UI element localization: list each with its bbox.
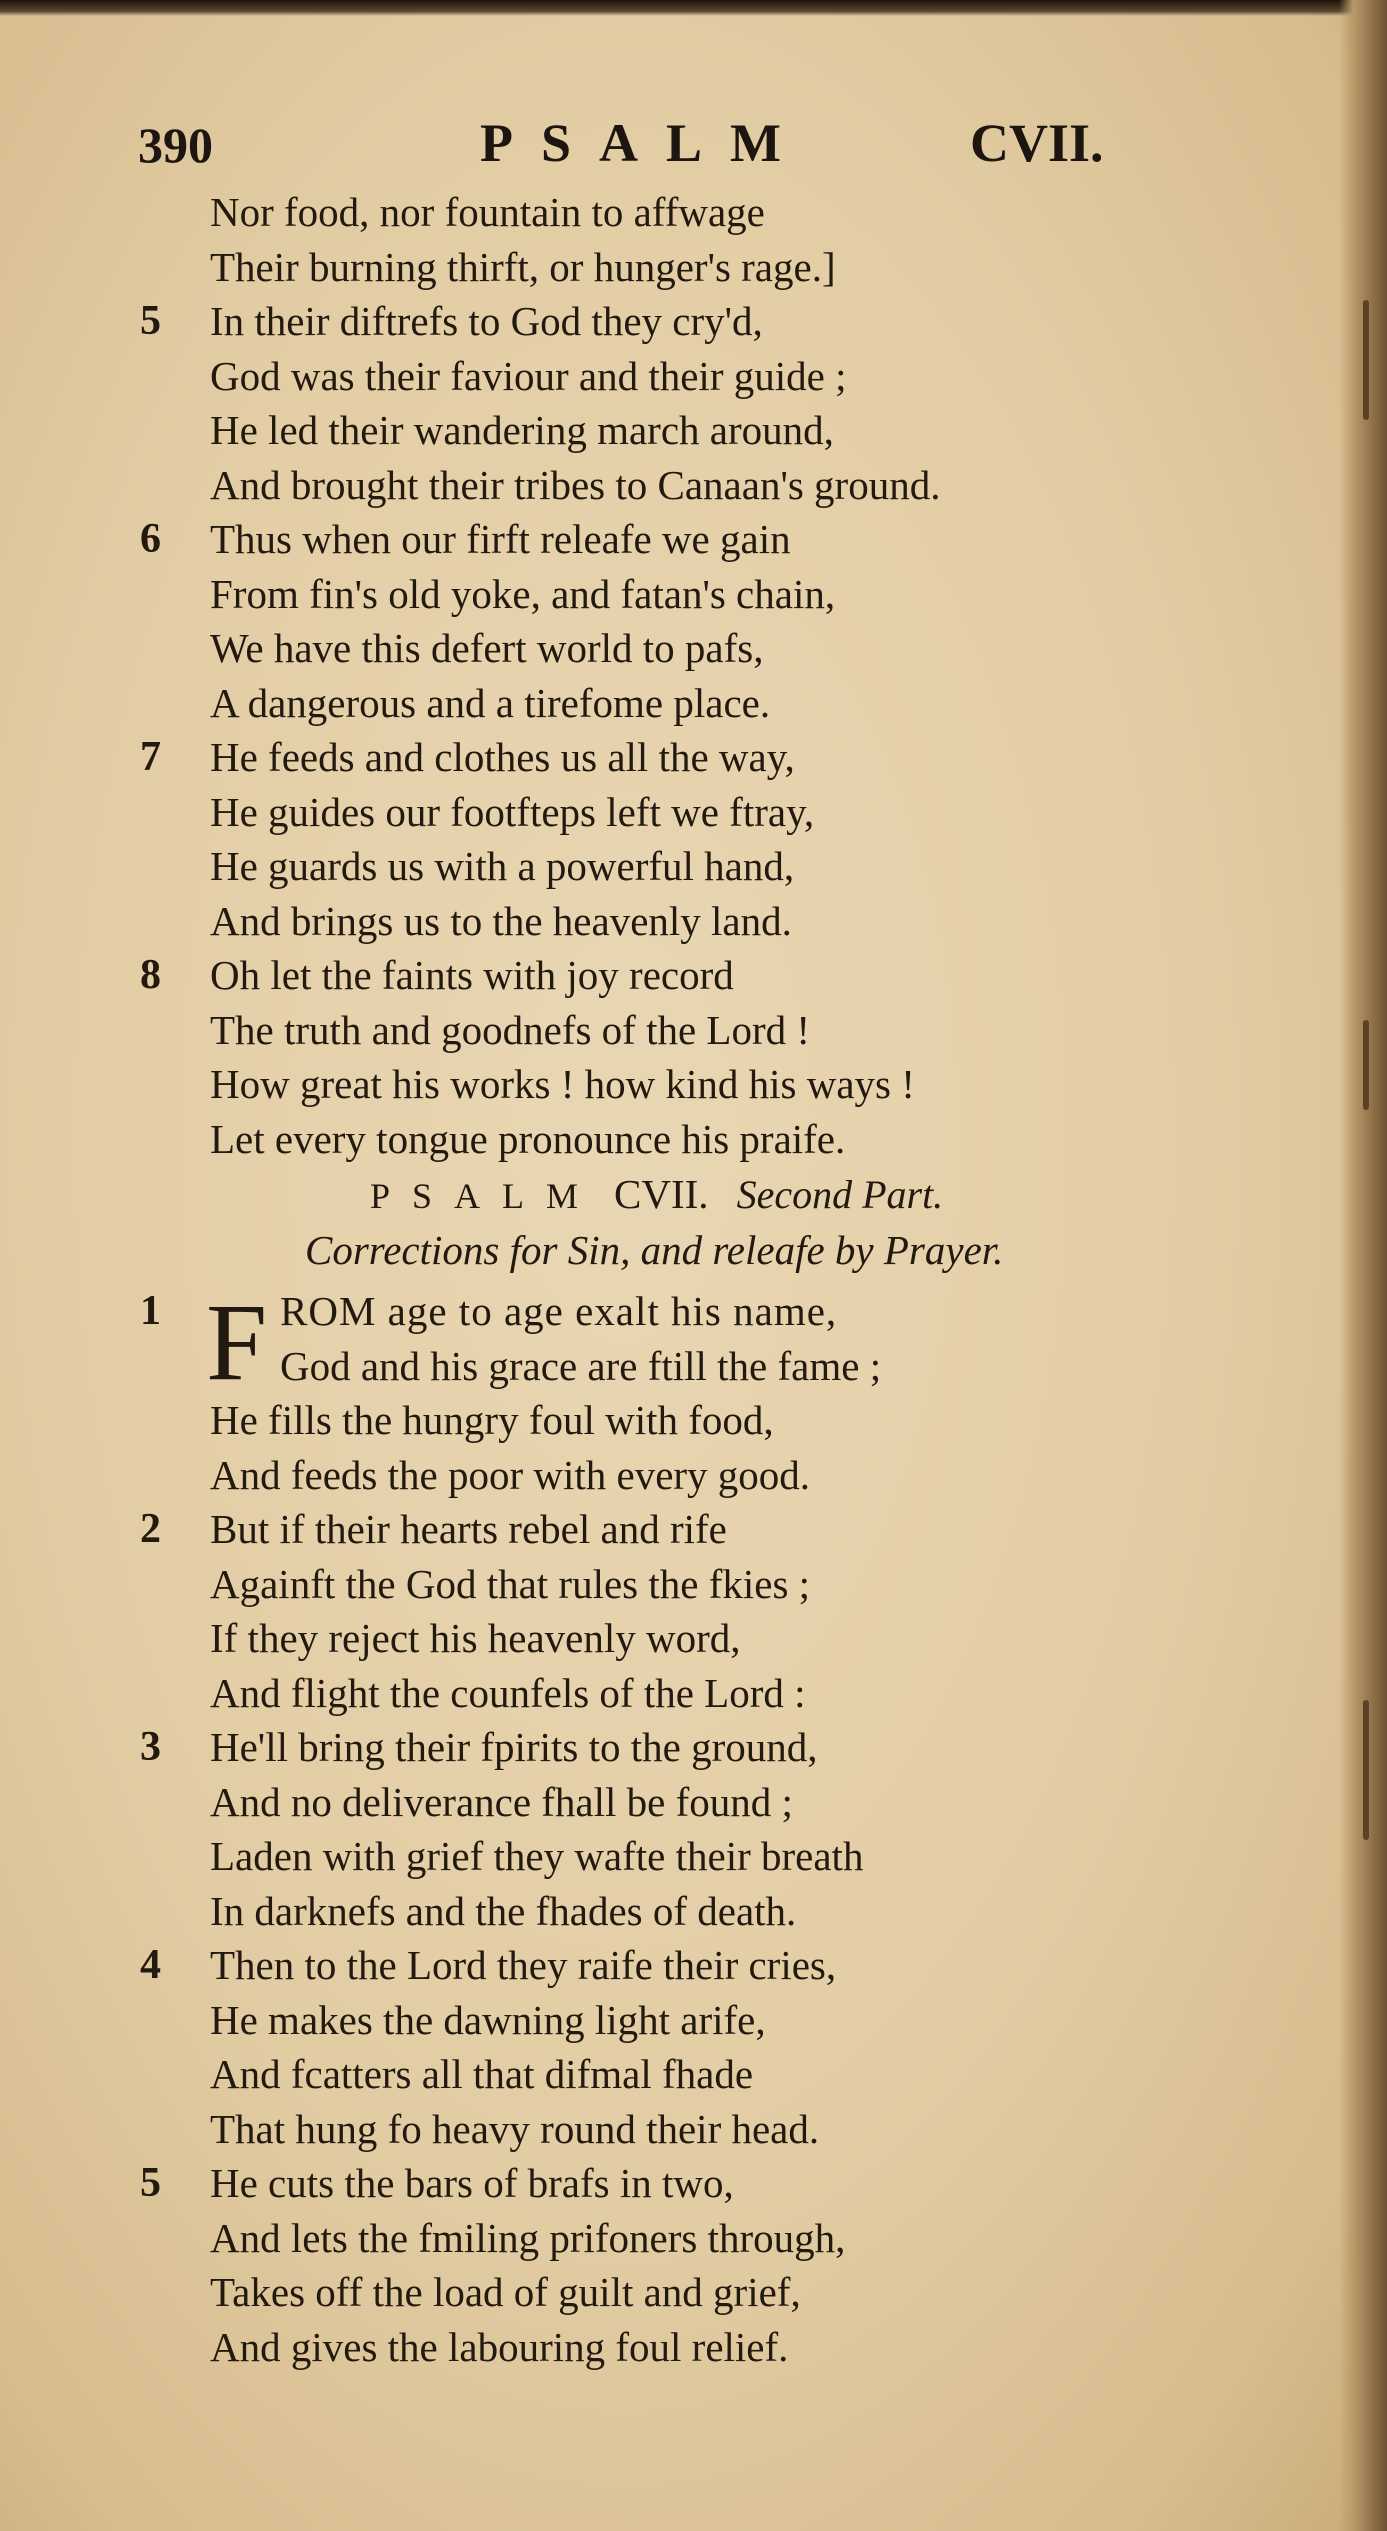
verse-line bbox=[140, 2265, 1260, 2320]
verse-line bbox=[140, 2320, 1260, 2375]
verse-line bbox=[140, 240, 1260, 295]
verse-line bbox=[140, 1775, 1260, 1830]
line-text: He fills the hungry foul with food, bbox=[210, 1397, 774, 1443]
line-text: Thus when our firft releafe we gain bbox=[210, 516, 791, 562]
verse-line bbox=[140, 1393, 1260, 1448]
verse-line bbox=[140, 512, 1260, 567]
verse-line bbox=[140, 567, 1260, 622]
line-text: Nor food, nor fountain to affwage bbox=[210, 189, 765, 235]
verse-line bbox=[140, 1448, 1260, 1503]
line-text: Laden with grief they wafte their breath bbox=[210, 1833, 864, 1879]
verse-number: 8 bbox=[140, 952, 161, 998]
line-text: And lets the fmiling prifoners through, bbox=[210, 2214, 846, 2261]
verse-line bbox=[140, 349, 1260, 404]
verse-line bbox=[140, 185, 1260, 240]
line-text: He guides our footfteps left we ftray, bbox=[210, 788, 815, 835]
line-text: Let every tongue pronounce his praife. bbox=[210, 1115, 846, 1162]
verse-number: 4 bbox=[140, 1942, 161, 1988]
verse-line bbox=[140, 1003, 1260, 1058]
line-text: And no deliverance fhall be found ; bbox=[210, 1778, 793, 1825]
verse-line bbox=[140, 458, 1260, 513]
verse-line bbox=[140, 894, 1260, 949]
verse-line bbox=[140, 676, 1260, 731]
verse-line bbox=[140, 1938, 1260, 1993]
line-text: He guards us with a powerful hand, bbox=[210, 843, 795, 889]
verse-number: 3 bbox=[140, 1724, 161, 1770]
page-number: 390 bbox=[138, 117, 213, 173]
running-title: PSALM bbox=[480, 113, 809, 173]
running-psalm-number: CVII. bbox=[970, 113, 1104, 173]
line-text: God was their faviour and their guide ; bbox=[210, 352, 847, 399]
verse-line bbox=[140, 2102, 1260, 2157]
line-text: A dangerous and a tirefome place. bbox=[210, 679, 771, 726]
line-text: We have this defert world to pafs, bbox=[210, 625, 764, 671]
verse-number: 2 bbox=[140, 1506, 161, 1552]
verse-line bbox=[140, 1057, 1260, 1112]
verse-line bbox=[140, 2211, 1260, 2266]
line-text: God and his grace are ftill the fame ; bbox=[280, 1342, 882, 1389]
verse-line bbox=[140, 1611, 1260, 1666]
line-text: If they reject his heavenly word, bbox=[210, 1615, 741, 1661]
verse-line bbox=[140, 1884, 1260, 1939]
verse-line bbox=[140, 1339, 1260, 1394]
page-top-edge bbox=[0, 0, 1387, 16]
line-text: The truth and goodnefs of the Lord ! bbox=[210, 1006, 811, 1053]
binding-shadow bbox=[1363, 1020, 1369, 1110]
verse-number: 5 bbox=[140, 2160, 161, 2206]
binding-shadow bbox=[1363, 300, 1369, 420]
verse-line bbox=[140, 1557, 1260, 1612]
line-text: Takes off the load of guilt and grief, bbox=[210, 2269, 801, 2315]
verse-number: 5 bbox=[140, 298, 161, 344]
verse-line bbox=[140, 730, 1260, 785]
verse-line bbox=[140, 621, 1260, 676]
psalm-text bbox=[140, 185, 1260, 2374]
line-text: And gives the labouring foul relief. bbox=[210, 2323, 789, 2370]
part-heading-label: Second Part. bbox=[736, 1172, 944, 1217]
verse-line bbox=[140, 403, 1260, 458]
verse-line bbox=[140, 839, 1260, 894]
part-subtitle: Corrections for Sin, and releafe by Prayer. bbox=[305, 1227, 1004, 1273]
line-text: In darknefs and the fhades of death. bbox=[210, 1887, 797, 1934]
verse-number: 7 bbox=[140, 734, 161, 780]
verse-line bbox=[140, 1502, 1260, 1557]
line-text: Then to the Lord they raife their cries, bbox=[210, 1942, 837, 1988]
line-text: Oh let the faints with joy record bbox=[210, 952, 734, 998]
line-text: And flight the counfels of the Lord : bbox=[210, 1669, 806, 1716]
binding-shadow bbox=[1363, 1700, 1369, 1840]
line-text: How great his works ! how kind his ways ! bbox=[210, 1061, 915, 1107]
verse-line bbox=[140, 1993, 1260, 2048]
line-text: And fcatters all that difmal fhade bbox=[210, 2051, 754, 2097]
verse-line bbox=[140, 785, 1260, 840]
verse-line bbox=[140, 2047, 1260, 2102]
line-text: He feeds and clothes us all the way, bbox=[210, 734, 795, 780]
part-heading-psalm: PSALM bbox=[370, 1176, 601, 1216]
line-text: He cuts the bars of brafs in two, bbox=[210, 2160, 734, 2206]
verse-line bbox=[140, 2156, 1260, 2211]
line-text: He'll bring their fpirits to the ground, bbox=[210, 1724, 818, 1770]
line-text: And brings us to the heavenly land. bbox=[210, 897, 792, 944]
line-text: But if their hearts rebel and rife bbox=[210, 1506, 727, 1552]
line-text: He makes the dawning light arife, bbox=[210, 1996, 766, 2043]
verse-line bbox=[140, 1112, 1260, 1167]
verse-line bbox=[140, 1720, 1260, 1775]
line-text: That hung fo heavy round their head. bbox=[210, 2105, 820, 2152]
verse-line bbox=[140, 948, 1260, 1003]
line-text: He led their wandering march around, bbox=[210, 407, 834, 453]
verse-line bbox=[140, 294, 1260, 349]
drop-capital: F bbox=[206, 1281, 268, 1403]
line-text: And brought their tribes to Canaan's ground. bbox=[210, 461, 941, 508]
verse-line bbox=[140, 1666, 1260, 1721]
verse-number: 6 bbox=[140, 516, 161, 562]
line-text: In their diftrefs to God they cry'd, bbox=[210, 298, 763, 344]
line-text: ROM age to age exalt his name, bbox=[280, 1288, 838, 1334]
line-text: From fin's old yoke, and fatan's chain, bbox=[210, 570, 836, 617]
line-text: Their burning thirft, or hunger's rage.] bbox=[210, 243, 836, 290]
running-head bbox=[120, 112, 1140, 182]
verse-line bbox=[140, 1829, 1260, 1884]
line-text: Againft the God that rules the fkies ; bbox=[210, 1560, 811, 1607]
part-heading bbox=[140, 1166, 1260, 1222]
part-heading-number: CVII. bbox=[614, 1171, 709, 1217]
line-text: And feeds the poor with every good. bbox=[210, 1451, 811, 1498]
verse-number: 1 bbox=[140, 1288, 161, 1334]
